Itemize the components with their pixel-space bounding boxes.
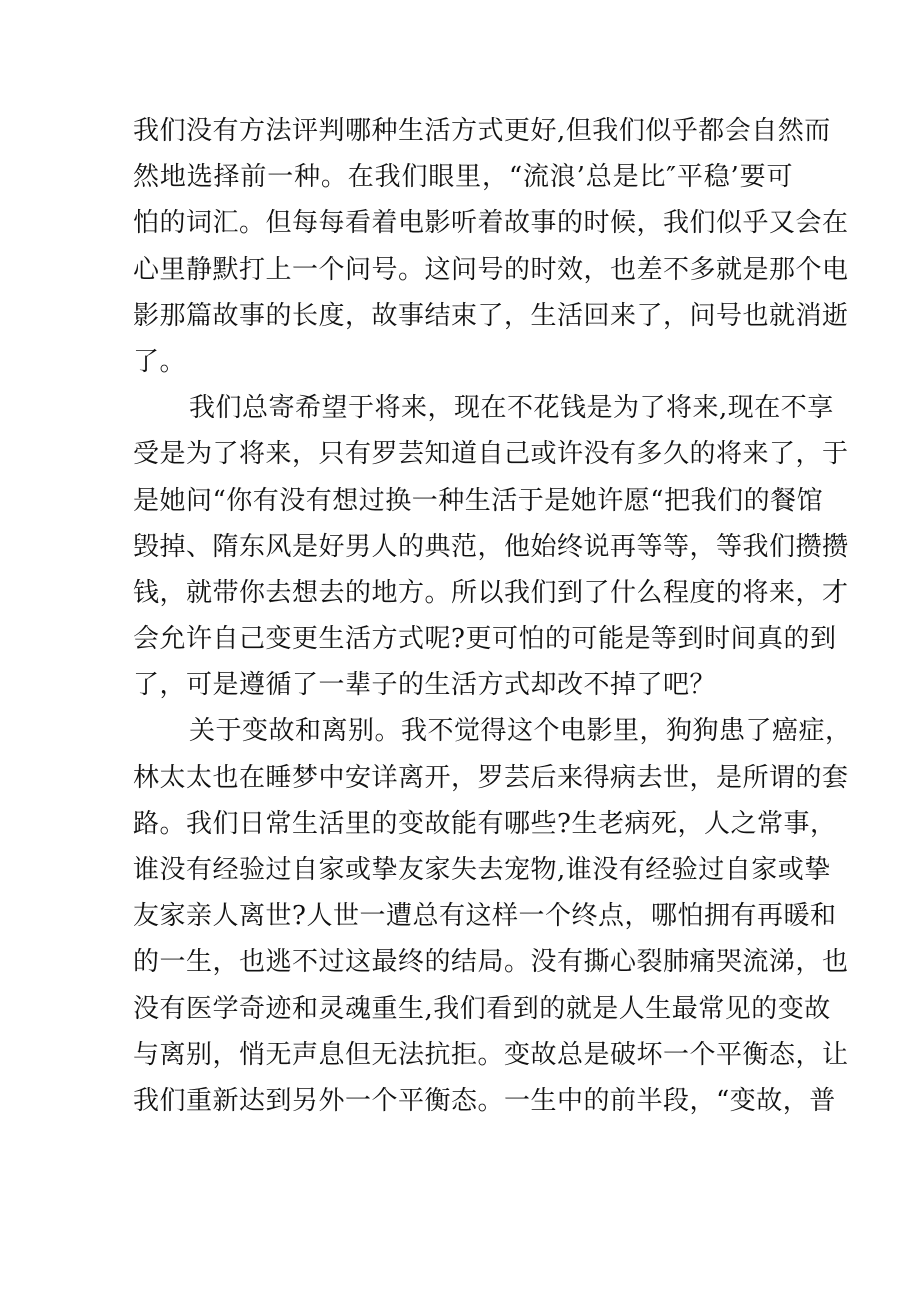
text-line-18: 友家亲人离世?人世一遭总有这样一个终点，哪怕拥有再暖和 (133, 901, 837, 932)
text-line-2: 然地选择前一种。在我们眼里，“流浪’总是比″平稳’要可 (133, 162, 793, 193)
text-line-4: 心里静默打上一个问号。这问号的时效，也差不多就是那个电 (133, 254, 849, 285)
text-line-16: 路。我们日常生活里的变故能有哪些?生老病死，人之常事， (133, 808, 837, 839)
text-line-6: 了。 (133, 346, 187, 377)
text-line-10: 毁掉、隋东风是好男人的典范，他始终说再等等，等我们攒攒 (133, 531, 849, 562)
text-line-20: 没有医学奇迹和灵魂重生,我们看到的就是人生最常见的变故 (133, 993, 831, 1024)
text-line-12: 会允许自己变更生活方式呢?更可怕的可能是等到时间真的到 (133, 624, 837, 655)
text-line-1: 我们没有方法评判哪种生活方式更好,但我们似乎都会自然而 (133, 116, 831, 146)
text-line-8: 受是为了将来，只有罗芸知道自己或许没有多久的将来了，于 (133, 439, 849, 470)
text-line-11: 钱，就带你去想去的地方。所以我们到了什么程度的将来，才 (133, 577, 849, 608)
text-line-3: 怕的词汇。但每每看着电影听着故事的时候，我们似乎又会在 (133, 208, 849, 239)
text-line-7: 我们总寄希望于将来，现在不花钱是为了将来,现在不享 (189, 393, 834, 424)
text-line-14: 关于变故和离别。我不觉得这个电影里，狗狗患了癌症， (189, 716, 852, 747)
text-line-17: 谁没有经验过自家或挚友家失去宠物,谁没有经验过自家或挚 (133, 855, 831, 885)
text-line-13: 了，可是遵循了一辈子的生活方式却改不掉了吧？ (133, 670, 717, 701)
text-line-15: 林太太也在睡梦中安详离开，罗芸后来得病去世，是所谓的套 (133, 762, 849, 793)
text-line-19: 的一生，也逃不过这最终的结局。没有撕心裂肺痛哭流涕，也 (133, 947, 849, 978)
text-line-22: 我们重新达到另外一个平衡态。一生中的前半段，“变故，普 (133, 1085, 836, 1116)
text-line-21: 与离别，悄无声息但无法抗拒。变故总是破坏一个平衡态，让 (133, 1039, 849, 1070)
text-line-5: 影那篇故事的长度，故事结束了，生活回来了，问号也就消逝 (133, 300, 849, 331)
text-line-9: 是她问“你有没有想过换一种生活于是她许愿“把我们的餐馆 (133, 485, 824, 516)
body-text (133, 108, 852, 1124)
